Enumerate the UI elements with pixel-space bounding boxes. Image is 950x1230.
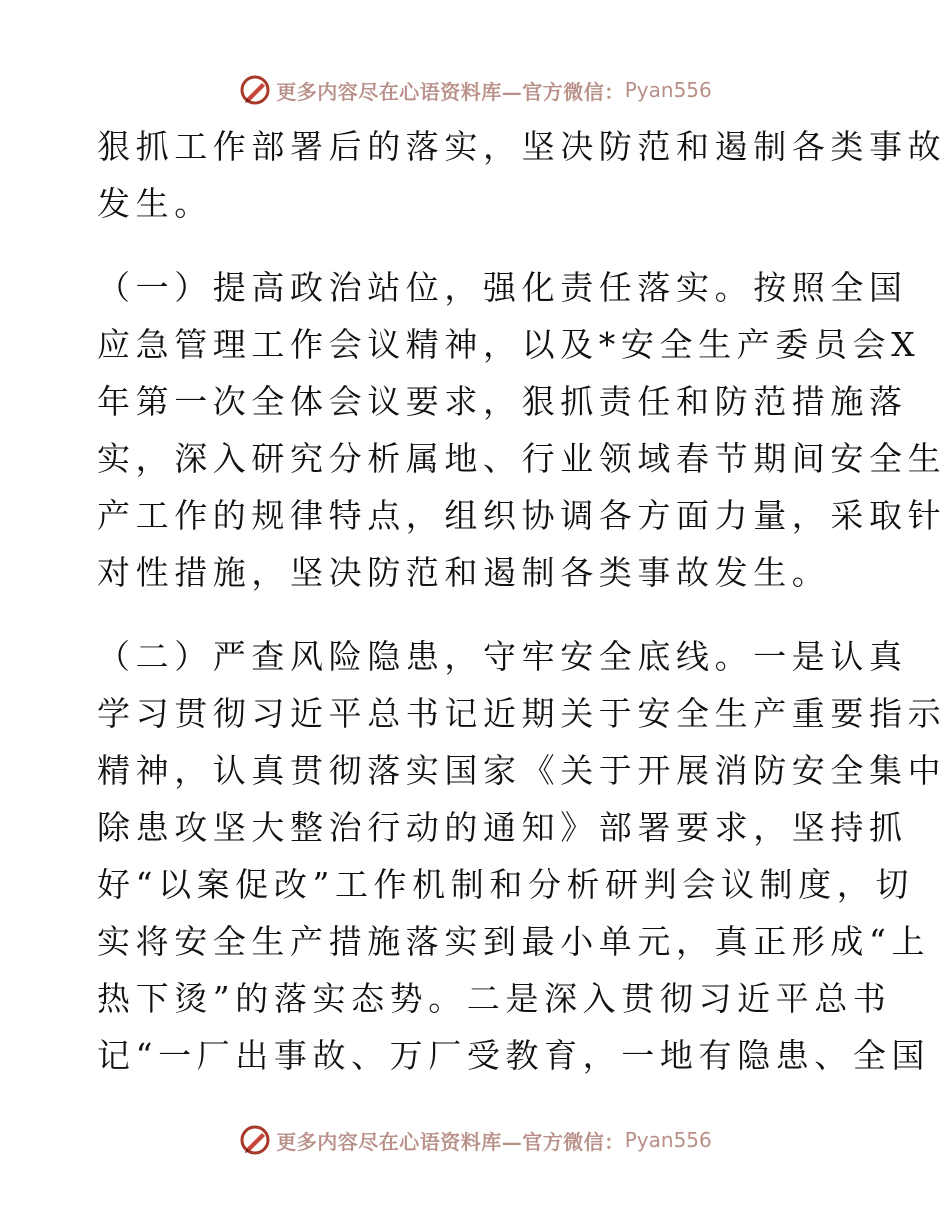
text-line: 对性措施，坚决防范和遏制各类事故发生。 [97,553,831,592]
text-line: 实，深入研究分析属地、行业领域春节期间安全生 [97,439,947,478]
text-line: 实将安全生产措施落实到最小单元，真正形成“上 [97,922,931,961]
text-line: （一）提高政治站位，强化责任落实。按照全国 [97,268,908,307]
paragraph [97,628,947,1084]
watermark-text: 更多内容尽在心语资料库—官方微信： [276,1129,625,1154]
watermark-header [0,70,950,110]
paragraph [97,259,947,601]
paragraph [97,118,947,232]
text-line: 热下烫”的落实态势。二是深入贯彻习近平总书 [97,979,892,1018]
watermark-text: 更多内容尽在心语资料库—官方微信： [276,79,625,104]
pen-logo-icon [238,73,272,107]
text-line: 学习贯彻习近平总书记近期关于安全生产重要指示 [97,694,947,733]
text-line: 除患攻坚大整治行动的通知》部署要求，坚持抓 [97,808,908,847]
text-line: 产工作的规律特点，组织协调各方面力量，采取针 [97,496,947,535]
text-line: 精神，认真贯彻落实国家《关于开展消防安全集中 [97,751,947,790]
watermark-footer [0,1120,950,1160]
text-line: 发生。 [97,184,213,223]
text-line: 狠抓工作部署后的落实，坚决防范和遏制各类事故 [97,127,947,166]
document-body [97,118,947,1084]
text-line: 年第一次全体会议要求，狠抓责任和防范措施落 [97,382,908,421]
text-line: （二）严查风险隐患，守牢安全底线。一是认真 [97,637,908,676]
text-line: 记“一厂出事故、万厂受教育，一地有隐患、全国 [97,1036,931,1075]
text-line: 应急管理工作会议精神，以及*安全生产委员会X [97,325,921,364]
pen-logo-icon [238,1123,272,1157]
text-line: 好“以案促改”工作机制和分析研判会议制度，切 [97,865,914,904]
watermark-wechat-id: Pyan556 [624,78,712,102]
watermark-wechat-id: Pyan556 [624,1128,712,1152]
